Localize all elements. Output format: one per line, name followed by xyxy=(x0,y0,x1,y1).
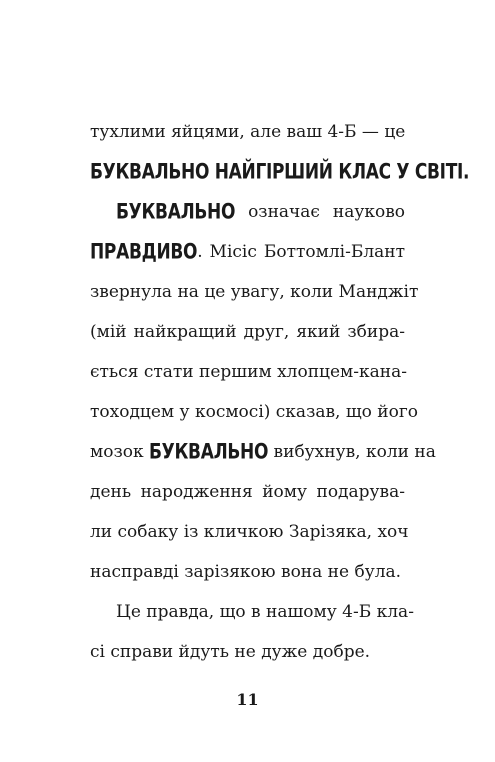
text-line-10: день народження йому подарува- xyxy=(90,482,405,502)
text-line-1: тухлими яйцями, але ваш 4-Б — це xyxy=(90,122,406,142)
text-line-7: ється стати першим хлопцем-кана- xyxy=(90,362,407,382)
text-line-14: сі справи йдуть не дуже добре. xyxy=(90,642,371,662)
emphasis-text: БУКВАЛЬНО НАЙГІРШИЙ КЛАС У СВІТІ. xyxy=(90,159,470,185)
emphasis-text: БУКВАЛЬНО xyxy=(149,439,269,465)
text-line-11: ли собаку із кличкою Зарізяка, хоч xyxy=(90,522,409,542)
text-line-3: БУКВАЛЬНО означає науково xyxy=(90,192,405,232)
page-number: 11 xyxy=(236,690,259,709)
text-line-9: мозок БУКВАЛЬНО вибухнув, коли на xyxy=(90,432,405,472)
emphasis-text: ПРАВДИВО xyxy=(90,239,198,265)
text-line-12: насправді зарізякою вона не була. xyxy=(90,562,402,582)
page-body-text xyxy=(90,112,470,672)
text-line-2 xyxy=(90,152,470,192)
text-line-8: тоходцем у космосі) сказав, що його xyxy=(90,402,419,422)
emphasis-text: БУКВАЛЬНО xyxy=(116,199,236,225)
text-line-13: Це правда, що в нашому 4-Б кла- xyxy=(116,602,414,622)
text-line-5: звернула на це увагу, коли Манджіт xyxy=(90,282,419,302)
text-line-6: (мій найкращий друг, який збира- xyxy=(90,322,405,342)
text-line-4: ПРАВДИВО. Місіс Боттомлі-Блант xyxy=(90,232,405,272)
